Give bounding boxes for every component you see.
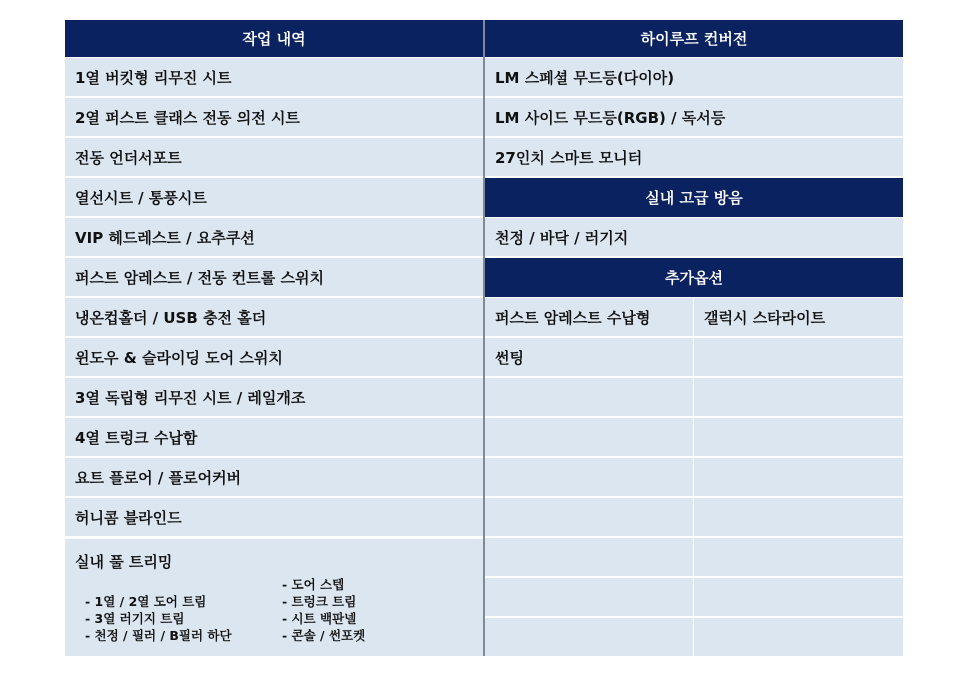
high-roof-item: LM 스페셜 무드등(다이아) [485, 58, 903, 97]
option-cell [694, 338, 903, 377]
trim-list-item: - 도어 스텝 [282, 577, 345, 592]
trim-list-item: - 3열 러기지 트림 [85, 611, 185, 626]
upgrade-column [485, 20, 903, 656]
options-header: 추가옵션 [485, 258, 903, 297]
empty-cell [694, 498, 903, 537]
work-list-column [65, 20, 483, 656]
work-item: 전동 언더서포트 [65, 138, 483, 177]
soundproof-item: 천정 / 바닥 / 러기지 [485, 218, 903, 257]
empty-cell [694, 458, 903, 497]
work-item: 요트 플로어 / 플로어커버 [65, 458, 483, 497]
interior-trim-block [65, 539, 483, 656]
high-roof-item: 27인치 스마트 모니터 [485, 138, 903, 177]
work-item: 윈도우 & 슬라이딩 도어 스위치 [65, 338, 483, 377]
interior-trim-list-a [85, 593, 232, 644]
empty-cell [485, 418, 693, 457]
work-item: 2열 퍼스트 클래스 전동 의전 시트 [65, 98, 483, 137]
work-spec-table [65, 20, 903, 656]
empty-cell [485, 538, 693, 577]
trim-list-item: - 천정 / 필러 / B필러 하단 [85, 628, 232, 643]
work-item: 3열 독립형 리무진 시트 / 레일개조 [65, 378, 483, 417]
trim-list-item: - 트렁크 트림 [282, 594, 357, 609]
interior-trim-list-b [282, 576, 365, 644]
work-item: VIP 헤드레스트 / 요추쿠션 [65, 218, 483, 257]
empty-cell [694, 538, 903, 577]
empty-cell [485, 618, 693, 656]
empty-cell [485, 458, 693, 497]
empty-cell [694, 618, 903, 656]
trim-list-item: - 콘솔 / 썬포켓 [282, 628, 366, 643]
empty-cell [694, 418, 903, 457]
work-list-header: 작업 내역 [65, 20, 483, 57]
empty-cell [485, 578, 693, 617]
trim-list-item: - 1열 / 2열 도어 트림 [85, 594, 207, 609]
soundproof-header: 실내 고급 방음 [485, 178, 903, 217]
work-item: 1열 버킷형 리무진 시트 [65, 58, 483, 97]
work-item: 냉온컵홀더 / USB 충전 홀더 [65, 298, 483, 337]
empty-cell [694, 578, 903, 617]
work-item: 열선시트 / 통풍시트 [65, 178, 483, 217]
option-cell: 썬팅 [485, 338, 693, 377]
interior-trim-title: 실내 풀 트리밍 [75, 553, 173, 571]
empty-cell [694, 378, 903, 417]
work-item: 퍼스트 암레스트 / 전동 컨트롤 스위치 [65, 258, 483, 297]
work-item: 4열 트렁크 수납함 [65, 418, 483, 457]
high-roof-item: LM 사이드 무드등(RGB) / 독서등 [485, 98, 903, 137]
empty-cell [485, 378, 693, 417]
option-cell: 갤럭시 스타라이트 [694, 298, 903, 337]
work-item: 허니콤 블라인드 [65, 498, 483, 537]
option-cell: 퍼스트 암레스트 수납형 [485, 298, 693, 337]
high-roof-header: 하이루프 컨버전 [485, 20, 903, 57]
trim-list-item: - 시트 백판넬 [282, 611, 357, 626]
empty-cell [485, 498, 693, 537]
